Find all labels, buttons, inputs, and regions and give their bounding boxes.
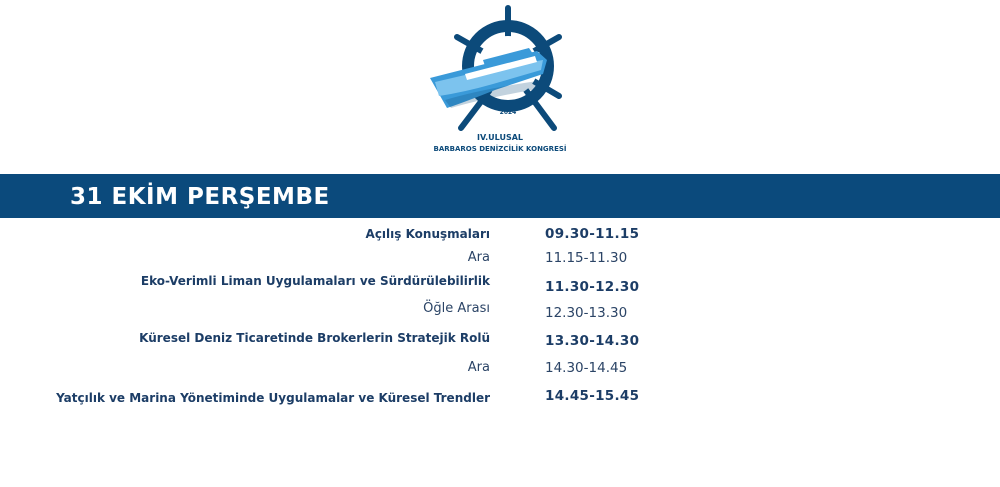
session-time: 14.45-15.45 — [545, 388, 640, 404]
day-title: 31 EKİM PERŞEMBE — [70, 184, 330, 210]
logo-line-1: IV.ULUSAL — [476, 133, 524, 142]
session-label: Ara — [467, 360, 490, 375]
schedule-row — [0, 271, 1000, 293]
session-label: Açılış Konuşmaları — [365, 227, 490, 241]
session-time: 09.30-11.15 — [545, 226, 640, 242]
day-header-band — [0, 174, 1000, 218]
session-time: 14.30-14.45 — [545, 360, 628, 376]
session-label: Ara — [467, 250, 490, 265]
session-time: 13.30-14.30 — [545, 333, 640, 349]
schedule-row — [0, 248, 1000, 270]
session-label: Eko-Verimli Liman Uygulamaları ve Sürdürülebilirlik — [140, 274, 490, 288]
session-label: Öğle Arası — [423, 301, 490, 316]
congress-logo — [425, 4, 575, 160]
schedule-row — [0, 328, 1000, 350]
session-time: 11.15-11.30 — [545, 250, 628, 266]
logo-line-2: BARBAROS DENİZCİLİK KONGRESİ — [433, 145, 567, 153]
schedule-row — [0, 299, 1000, 321]
session-time: 11.30-12.30 — [545, 279, 640, 295]
session-label: Küresel Deniz Ticaretinde Brokerlerin Stratejik Rolü — [139, 331, 490, 345]
session-label: Yatçılık ve Marina Yönetiminde Uygulamalar ve Küresel Trendler — [56, 391, 490, 405]
schedule-row — [0, 224, 1000, 246]
schedule-row — [0, 386, 1000, 408]
ship-wheel-icon — [425, 4, 575, 136]
logo-year: 2024 — [499, 109, 517, 116]
schedule-row — [0, 358, 1000, 380]
session-time: 12.30-13.30 — [545, 305, 628, 321]
